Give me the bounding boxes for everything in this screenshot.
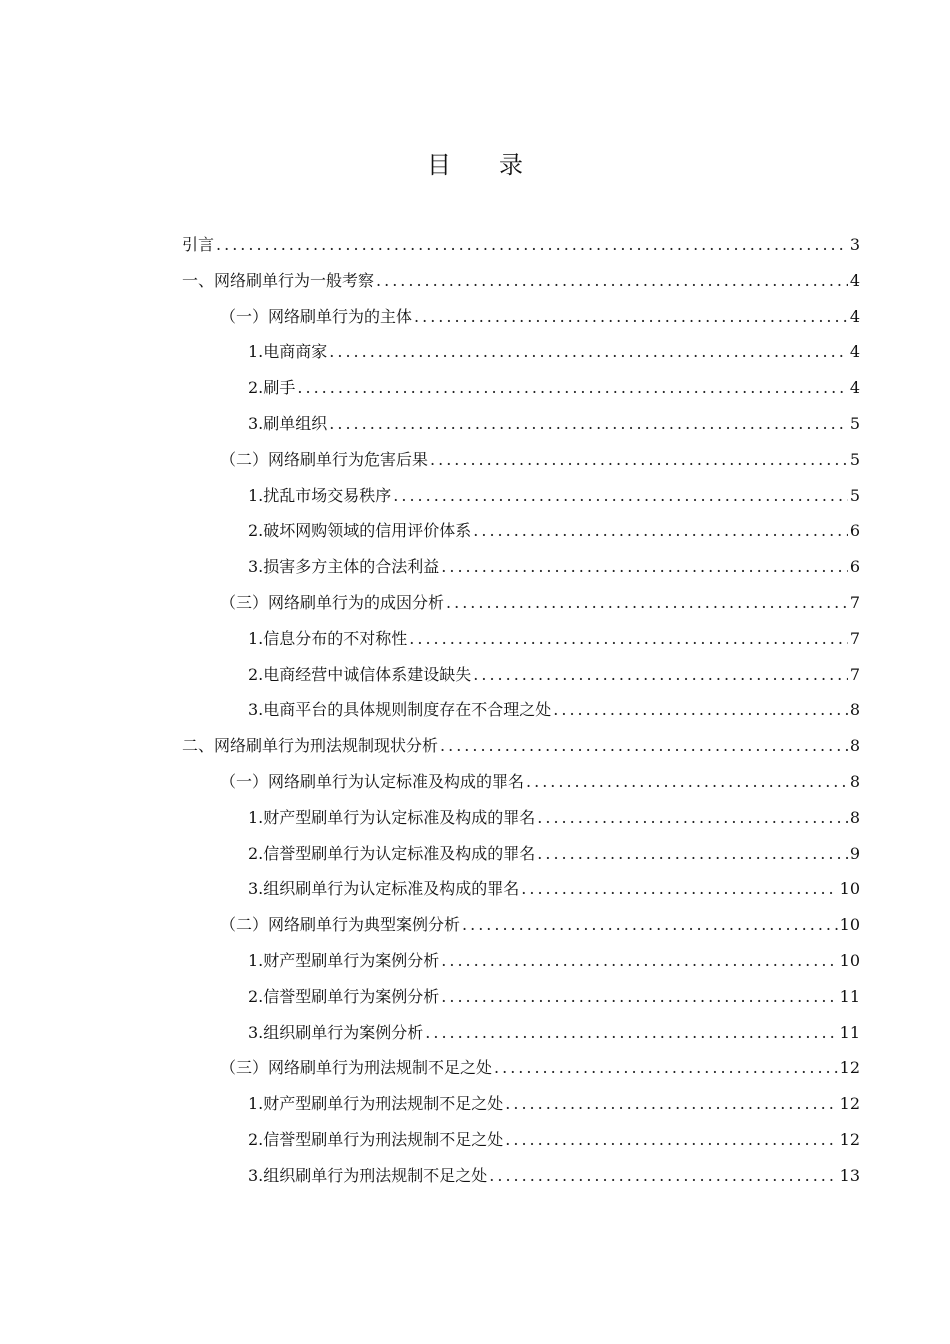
toc-entry-title: 网络刷单行为认定标准及构成的罪名 [268,771,525,791]
toc-entry-page: 4 [849,306,860,326]
toc-entry[interactable] [182,1127,860,1163]
toc-dot-leader [216,235,848,254]
toc-dot-leader [462,915,838,934]
toc-entry-number: 2. [248,521,264,541]
toc-entry[interactable] [182,769,860,805]
title-char-1: 目 [427,151,451,179]
toc-entry[interactable] [182,984,860,1020]
toc-entry-page: 12 [839,1129,860,1149]
toc-entry-page: 8 [849,700,860,720]
toc-dot-leader [473,521,848,540]
toc-entry-page: 13 [839,1165,860,1185]
toc-entry-page: 5 [849,449,860,469]
toc-dot-leader [473,665,848,684]
toc-entry[interactable] [182,912,860,948]
toc-dot-leader [505,1094,837,1113]
toc-dot-leader [489,1166,837,1185]
toc-entry[interactable] [182,733,860,769]
toc-entry-number: 2. [248,986,264,1006]
toc-entry-page: 12 [839,1094,860,1114]
toc-entry[interactable] [182,232,860,268]
toc-dot-leader [393,486,848,505]
toc-entry-number: （二） [220,449,269,469]
toc-entry-page: 8 [849,736,860,756]
toc-entry-number: （一） [220,306,269,326]
toc-entry[interactable] [182,375,860,411]
toc-entry-title: 财产型刷单行为刑法规制不足之处 [263,1094,504,1114]
toc-entry[interactable] [182,304,860,340]
toc-entry-page: 6 [849,521,860,541]
toc-entry-number: 1. [248,950,264,970]
toc-entry-page: 5 [849,485,860,505]
toc-dot-leader [521,879,837,898]
toc-entry-page: 3 [849,235,860,254]
toc-entry-title: 电商商家 [263,342,328,362]
toc-entry-title: 信息分布的不对称性 [263,628,408,648]
toc-entry[interactable] [182,876,860,912]
toc-entry-number: 2. [248,843,264,863]
toc-dot-leader [329,414,848,433]
toc-entry[interactable] [182,590,860,626]
toc-entry[interactable] [182,1163,860,1199]
toc-dot-leader [441,557,848,576]
toc-entry-title: 财产型刷单行为认定标准及构成的罪名 [263,807,536,827]
toc-dot-leader [430,450,848,469]
toc-entry[interactable] [182,1020,860,1056]
toc-entry-number: （三） [220,1058,269,1078]
toc-entry-title: 网络刷单行为典型案例分析 [268,915,461,935]
toc-entry-page: 8 [849,771,860,791]
toc-entry-number: 1. [248,807,264,827]
toc-entry-title: 扰乱市场交易秩序 [263,485,392,505]
toc-dot-leader [329,342,848,361]
toc-entry-number: 3. [248,557,264,577]
toc-dot-leader [376,271,848,290]
toc-entry-page: 4 [849,270,860,290]
toc-entry-title: 信誉型刷单行为认定标准及构成的罪名 [263,843,536,863]
title-char-2: 录 [499,151,523,179]
toc-entry-title: 财产型刷单行为案例分析 [263,950,440,970]
toc-entry-page: 10 [839,915,860,935]
toc-entry-title: 一、网络刷单行为一般考察 [182,270,375,290]
toc-dot-leader [505,1130,837,1149]
toc-entry-page: 8 [849,807,860,827]
toc-entry[interactable] [182,948,860,984]
toc-entry[interactable] [182,447,860,483]
toc-entry-page: 4 [849,342,860,362]
toc-entry-page: 6 [849,557,860,577]
toc-entry-page: 9 [849,843,860,863]
toc-dot-leader [446,593,848,612]
toc-entry-page: 7 [849,664,860,684]
toc-entry-title: 损害多方主体的合法利益 [263,557,440,577]
toc-entry-number: （三） [220,592,269,612]
toc-entry[interactable] [182,841,860,877]
toc-entry-title: 组织刷单行为案例分析 [263,1022,424,1042]
toc-dot-leader [537,844,848,863]
toc-dot-leader [441,951,837,970]
toc-dot-leader [440,736,848,755]
toc-entry-page: 10 [839,879,860,899]
toc-entry-title: 刷手 [263,378,296,398]
toc-entry-page: 7 [849,592,860,612]
toc-entry-number: （一） [220,771,269,791]
toc-entry-number: 3. [248,1165,264,1185]
toc-entry[interactable] [182,662,860,698]
toc-entry-number: 2. [248,664,264,684]
toc-entry-title: 信誉型刷单行为刑法规制不足之处 [263,1129,504,1149]
toc-entry[interactable] [182,1091,860,1127]
toc-entry-number: （二） [220,915,269,935]
toc-entry-title: 引言 [182,235,215,254]
toc-entry-title: 刷单组织 [263,413,328,433]
toc-entry-number: 1. [248,342,264,362]
toc-dot-leader [409,629,848,648]
toc-dot-leader [441,987,837,1006]
toc-entry-title: 电商经营中诚信体系建设缺失 [263,664,472,684]
toc-entry-number: 1. [248,628,264,648]
toc-entry-page: 11 [839,986,860,1006]
toc-entry-number: 2. [248,1129,264,1149]
toc-entry[interactable] [182,697,860,733]
toc-entry-title: 网络刷单行为的成因分析 [268,592,445,612]
toc-entry-title: 破坏网购领域的信用评价体系 [263,521,472,541]
toc-dot-leader [297,378,847,397]
toc-entry[interactable] [182,1055,860,1091]
toc-entry[interactable] [182,518,860,554]
toc-entry[interactable] [182,626,860,662]
toc-entry-title: 网络刷单行为危害后果 [268,449,429,469]
toc-dot-leader [537,808,848,827]
toc-entry[interactable] [182,554,860,590]
toc-entry-page: 4 [849,378,860,398]
toc-entry-title: 网络刷单行为刑法规制不足之处 [268,1058,493,1078]
toc-entry[interactable] [182,268,860,304]
toc-dot-leader [425,1023,837,1042]
toc-entry-number: 2. [248,378,264,398]
toc-entry-page: 5 [849,413,860,433]
toc-entry[interactable] [182,411,860,447]
toc-entry-page: 11 [839,1022,860,1042]
toc-entry-number: 3. [248,879,264,899]
toc-entry-title: 网络刷单行为的主体 [268,306,413,326]
toc-entry-title: 二、网络刷单行为刑法规制现状分析 [182,736,439,756]
toc-entry-number: 3. [248,413,264,433]
toc-dot-leader [553,700,848,719]
toc-entry-number: 3. [248,1022,264,1042]
table-of-contents [182,232,860,1199]
toc-entry-page: 7 [849,628,860,648]
toc-entry-title: 组织刷单行为刑法规制不足之处 [263,1165,488,1185]
toc-entry[interactable] [182,339,860,375]
toc-entry-number: 1. [248,1094,264,1114]
toc-entry-number: 1. [248,485,264,505]
toc-entry[interactable] [182,483,860,519]
toc-entry-title: 组织刷单行为认定标准及构成的罪名 [263,879,520,899]
toc-dot-leader [494,1058,838,1077]
toc-dot-leader [414,307,848,326]
toc-entry-number: 3. [248,700,264,720]
toc-entry-title: 信誉型刷单行为案例分析 [263,986,440,1006]
toc-entry-title: 电商平台的具体规则制度存在不合理之处 [263,700,552,720]
toc-entry-page: 12 [839,1058,860,1078]
toc-entry-page: 10 [839,950,860,970]
page-title [0,145,950,180]
toc-dot-leader [526,772,848,791]
toc-entry[interactable] [182,805,860,841]
